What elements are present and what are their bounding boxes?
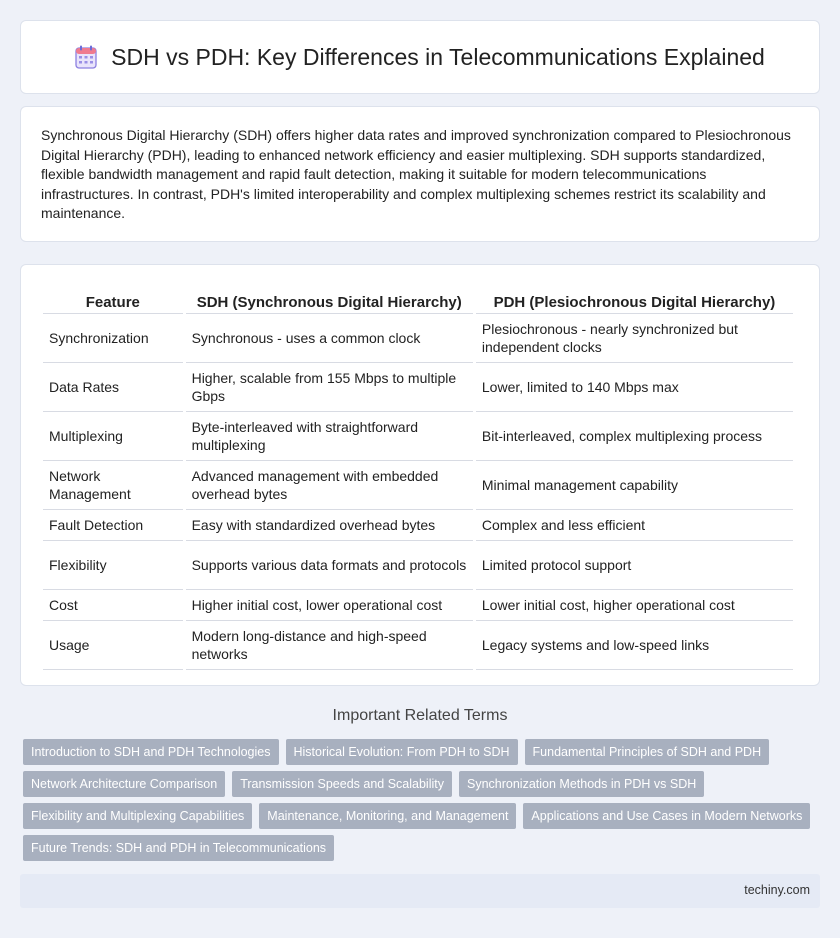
comparison-table xyxy=(40,283,796,670)
related-term-tag[interactable]: Applications and Use Cases in Modern Networks xyxy=(523,803,810,829)
related-terms-list xyxy=(23,739,813,861)
related-term-tag[interactable]: Network Architecture Comparison xyxy=(23,771,225,797)
table-cell: Lower, limited to 140 Mbps max xyxy=(476,363,793,412)
related-term-tag[interactable]: Fundamental Principles of SDH and PDH xyxy=(525,739,770,765)
header-pdh: PDH (Plesiochronous Digital Hierarchy) xyxy=(476,283,793,314)
intro-card xyxy=(20,106,820,242)
footer-site-name[interactable]: techiny.com xyxy=(744,883,810,897)
table-cell: Higher initial cost, lower operational cost xyxy=(186,590,473,621)
related-term-tag[interactable]: Transmission Speeds and Scalability xyxy=(232,771,452,797)
table-cell: Complex and less efficient xyxy=(476,510,793,541)
table-row xyxy=(43,590,793,621)
table-cell: Synchronization xyxy=(43,314,183,363)
header-feature: Feature xyxy=(43,283,183,314)
table-cell: Data Rates xyxy=(43,363,183,412)
header-card xyxy=(20,20,820,94)
related-term-tag[interactable]: Maintenance, Monitoring, and Management xyxy=(259,803,516,829)
table-cell: Byte-interleaved with straightforward multiplexing xyxy=(186,412,473,461)
related-term-tag[interactable]: Synchronization Methods in PDH vs SDH xyxy=(459,771,704,797)
table-cell: Advanced management with embedded overhead bytes xyxy=(186,461,473,510)
related-term-tag[interactable]: Historical Evolution: From PDH to SDH xyxy=(286,739,518,765)
table-row xyxy=(43,621,793,670)
table-row xyxy=(43,412,793,461)
footer xyxy=(20,874,820,908)
table-cell: Synchronous - uses a common clock xyxy=(186,314,473,363)
calendar-icon xyxy=(75,45,97,69)
header-sdh: SDH (Synchronous Digital Hierarchy) xyxy=(186,283,473,314)
table-cell: Easy with standardized overhead bytes xyxy=(186,510,473,541)
table-cell: Flexibility xyxy=(43,541,183,590)
table-row xyxy=(43,363,793,412)
table-cell: Limited protocol support xyxy=(476,541,793,590)
table-cell: Bit-interleaved, complex multiplexing process xyxy=(476,412,793,461)
related-term-tag[interactable]: Flexibility and Multiplexing Capabilities xyxy=(23,803,252,829)
related-terms-title: Important Related Terms xyxy=(332,707,508,724)
table-cell: Usage xyxy=(43,621,183,670)
table-cell: Minimal management capability xyxy=(476,461,793,510)
table-row xyxy=(43,461,793,510)
table-row xyxy=(43,541,793,590)
page-title: SDH vs PDH: Key Differences in Telecommunications Explained xyxy=(111,43,765,70)
table-cell: Lower initial cost, higher operational cost xyxy=(476,590,793,621)
table-row xyxy=(43,510,793,541)
table-cell: Modern long-distance and high-speed networks xyxy=(186,621,473,670)
comparison-table-card xyxy=(20,264,820,686)
table-cell: Legacy systems and low-speed links xyxy=(476,621,793,670)
table-cell: Higher, scalable from 155 Mbps to multiple Gbps xyxy=(186,363,473,412)
table-cell: Plesiochronous - nearly synchronized but independent clocks xyxy=(476,314,793,363)
table-row xyxy=(43,314,793,363)
intro-text: Synchronous Digital Hierarchy (SDH) offers higher data rates and improved synchronization compared to Plesiochronous Digital Hierarchy (PDH), leading to enhanced network efficiency and easier multiplexing. SDH supports standardized, flexible bandwidth management and rapid fault detection, making it suitable for modern telecommunications infrastructures. In contrast, PDH's limited interoperability and complex multiplexing schemes restrict its scalability and maintenance. xyxy=(41,127,791,222)
table-cell: Network Management xyxy=(43,461,183,510)
related-term-tag[interactable]: Introduction to SDH and PDH Technologies xyxy=(23,739,279,765)
table-header-row xyxy=(43,283,793,314)
table-cell: Multiplexing xyxy=(43,412,183,461)
table-cell: Fault Detection xyxy=(43,510,183,541)
table-cell: Cost xyxy=(43,590,183,621)
related-term-tag[interactable]: Future Trends: SDH and PDH in Telecommunications xyxy=(23,835,334,861)
table-cell: Supports various data formats and protocols xyxy=(186,541,473,590)
